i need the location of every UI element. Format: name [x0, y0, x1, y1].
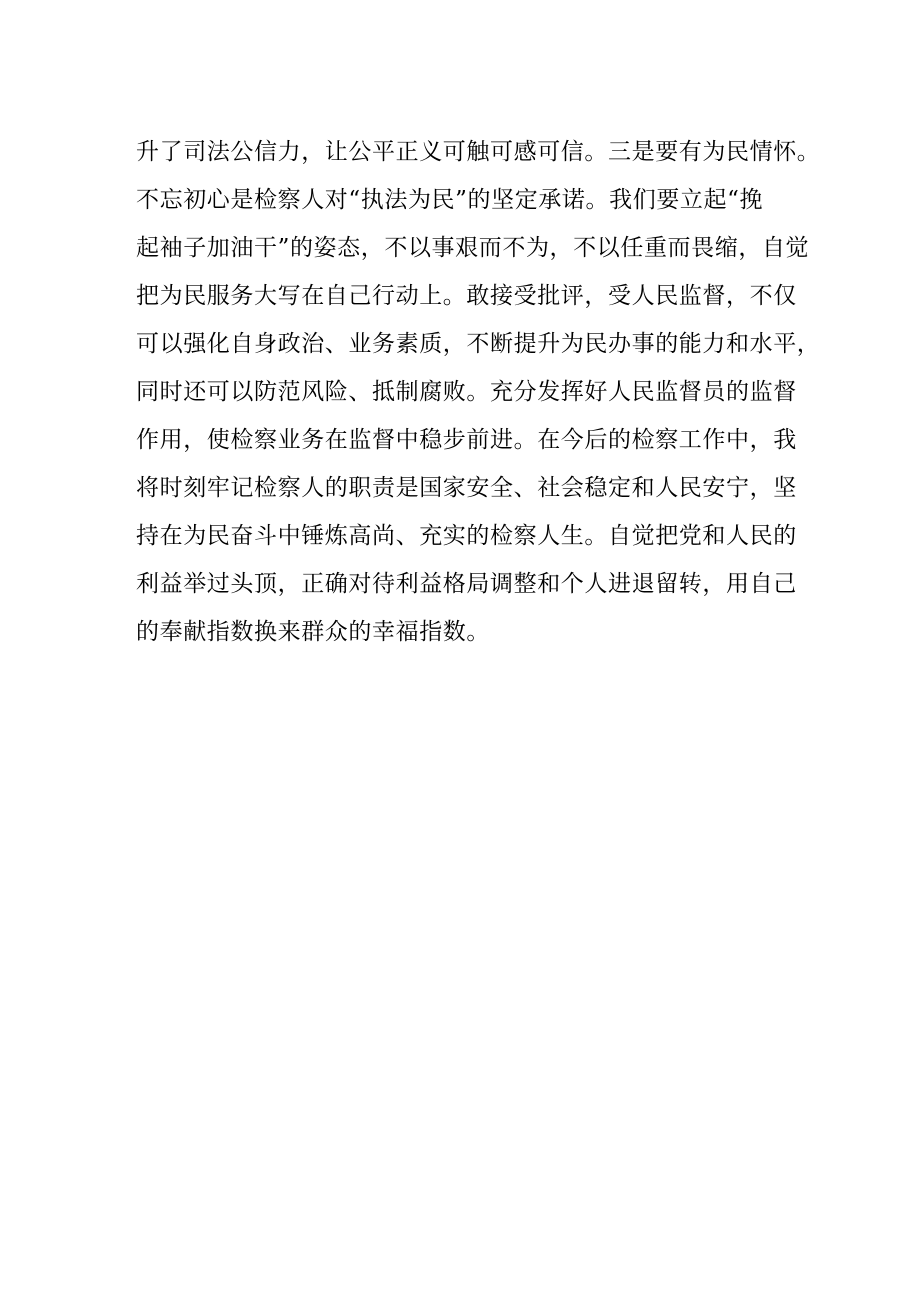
- text-line: 利益举过头顶，正确对待利益格局调整和个人进退留转，用自己: [136, 571, 797, 597]
- text-line: 升了司法公信力，让公平正义可触可感可信。三是要有为民情怀。: [136, 139, 821, 165]
- text-line: 将时刻牢记检察人的职责是国家安全、社会稳定和人民安宁，坚: [136, 475, 797, 501]
- text-line: 同时还可以防范风险、抵制腐败。充分发挥好人民监督员的监督: [136, 379, 797, 405]
- text-line: 持在为民奋斗中锤炼高尚、充实的检察人生。自觉把党和人民的: [136, 523, 797, 549]
- text-line: 的奉献指数换来群众的幸福指数。: [136, 619, 490, 645]
- text-line: 可以强化自身政治、业务素质，不断提升为民办事的能力和水平，: [136, 331, 821, 357]
- text-line: 起袖子加油干”的姿态，不以事艰而不为，不以任重而畏缩，自觉: [136, 235, 810, 261]
- text-line: 作用，使检察业务在监督中稳步前进。在今后的检察工作中，我: [136, 427, 797, 453]
- body-paragraph: [136, 128, 821, 656]
- text-line: 把为民服务大写在自己行动上。敢接受批评，受人民监督，不仅: [136, 283, 797, 309]
- text-line: 不忘初心是检察人对“执法为民”的坚定承诺。我们要立起“挽: [136, 187, 764, 213]
